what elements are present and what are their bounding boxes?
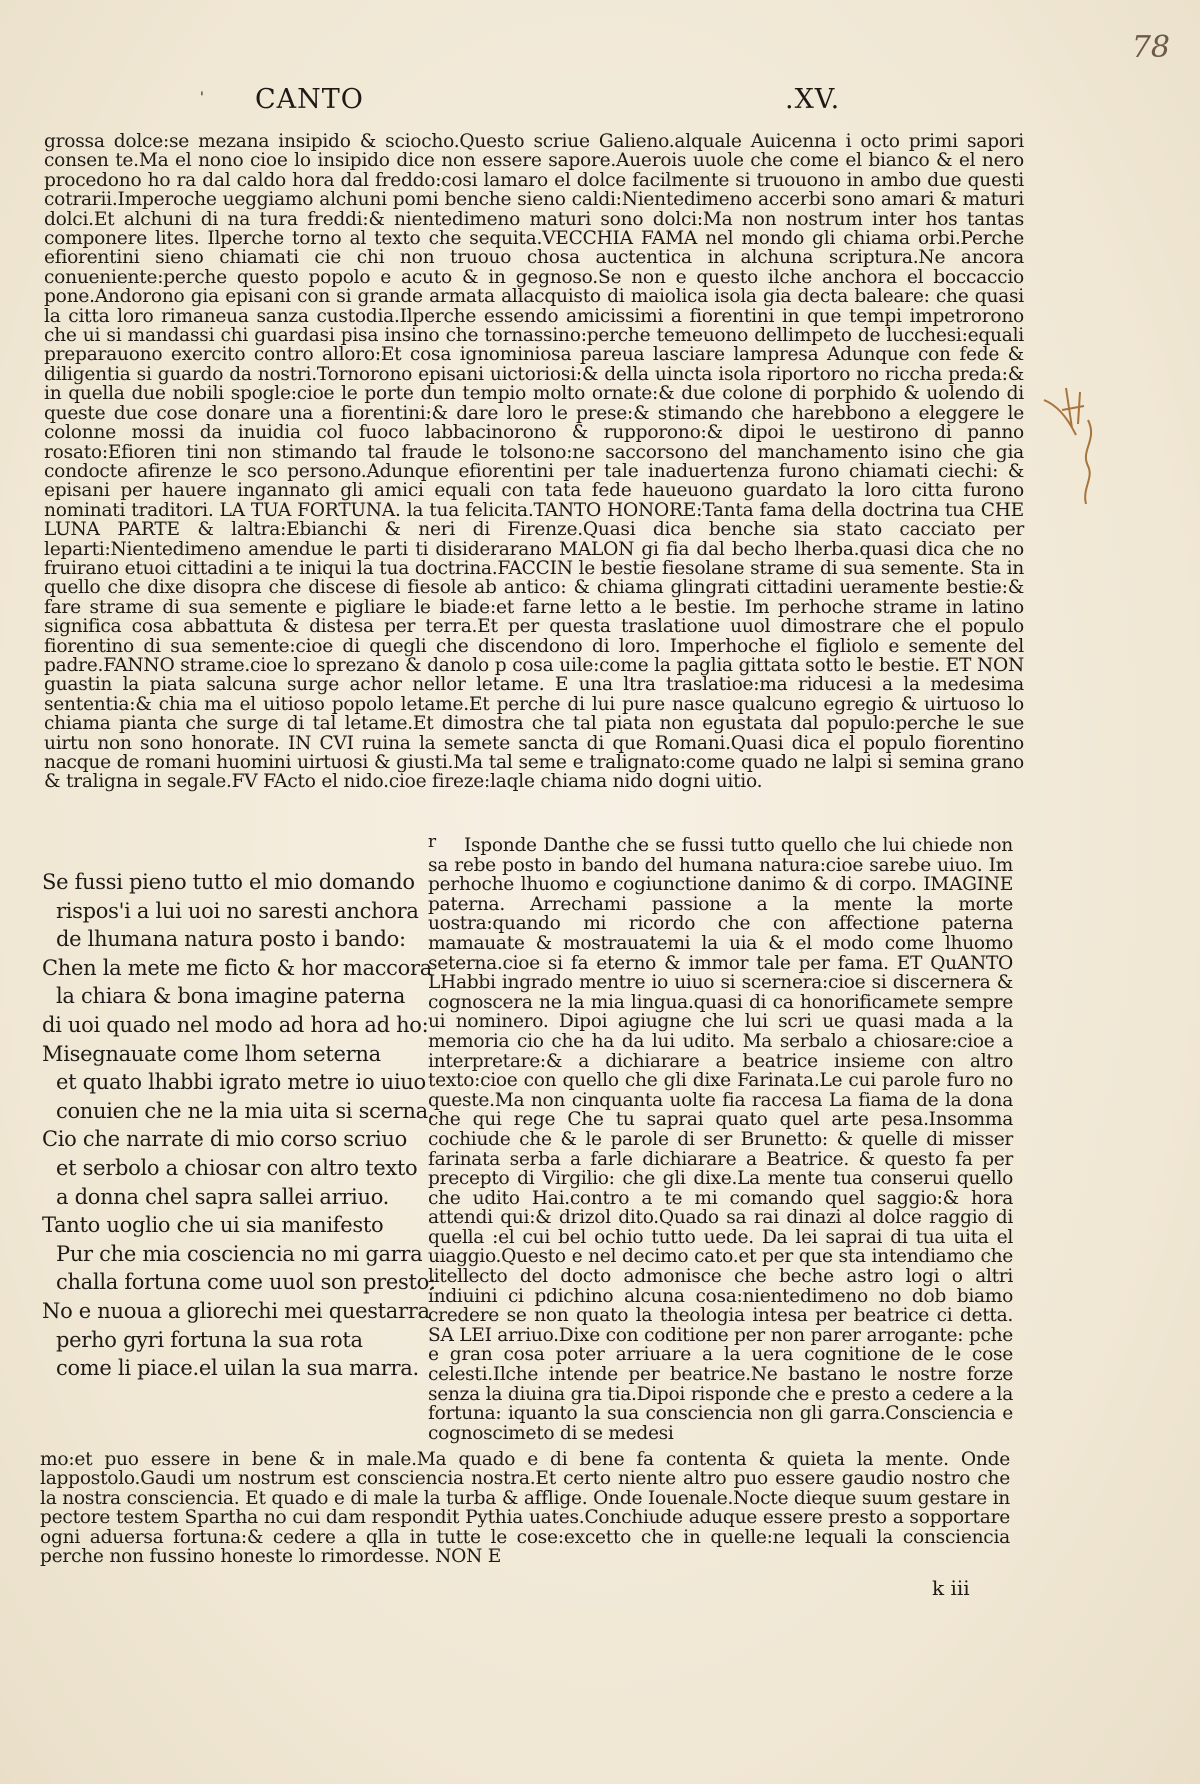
- verse-line: conuien che ne la mia uita si scerna.: [56, 1098, 435, 1123]
- verse-line: et quato lhabbi igrato metre io uiuo: [56, 1070, 426, 1095]
- verse-line: Cio che narrate di mio corso scriuo: [42, 1127, 407, 1152]
- signature-mark: k iii: [932, 1576, 970, 1600]
- verse-line: Pur che mia cosciencia no mi garra: [56, 1241, 423, 1266]
- commentary-right: [428, 836, 1013, 1443]
- verse-line: Misegnauate come lhom seterna: [42, 1041, 381, 1066]
- initial-letter: r: [428, 832, 437, 852]
- folio-number: 78: [1131, 30, 1170, 65]
- verse-line: et serbolo a chiosar con altro texto: [56, 1155, 418, 1180]
- verse-line: challa fortuna come uuol son presto:: [56, 1270, 436, 1295]
- commentary-top: [44, 132, 1024, 792]
- verse-line: Se fussi pieno tutto el mio domando: [42, 870, 415, 894]
- verse-line: No e nuoua a gliorechi mei questarra: [42, 1298, 430, 1323]
- verse-line: di uoi quado nel modo ad hora ad ho:: [42, 1012, 429, 1037]
- running-head-mark: ': [200, 90, 204, 106]
- verse-line: Tanto uoglio che ui sia manifesto: [42, 1213, 384, 1238]
- canto-number: .XV.: [785, 84, 841, 115]
- running-head-title: CANTO: [255, 84, 364, 115]
- verse-block: [42, 868, 436, 1383]
- verse-line: la chiara & bona imagine paterna: [56, 984, 406, 1009]
- verse-line: Chen la mete me ficto & hor maccora: [42, 955, 432, 980]
- marginal-annotation-icon: [1036, 380, 1116, 530]
- verse-line: de lhumana natura posto i bando:: [56, 927, 406, 952]
- commentary-top-text: grossa dolce:se mezana insipido & sciocho.Questo scriue Galieno.alquale Auicenna i octo primi sapori consen te.Ma el nono cioe lo insipido dice non essere sapore.Auerois uuole che come el bianco & el nero procedono ho ra dal caldo hora dal freddo:cosi lamaro el dolce facilmente si truouono in ambo due questi cotrarii.Imperoche ueggiamo alchuni pomi benche sieno caldi:Nientedimeno accerbi sono amari & maturi dolci.Et alchuni di na tura freddi:& nientedimeno maturi sono dolci:Ma non nostrum inter hos tantas componere lites. Ilperche torno al texto che sequita.VECCHIA FAMA nel mondo gli chiama orbi.Perche efiorentini sieno chiamati cie chi non truouo chosa auctentica in alchuna scriptura.Ne ancora conueniente:perche questo popolo e acuto & in gegnoso.Se non e questo ilche anchora el boccaccio pone.Andorono gia episani con si grande armata allacquisto di maiolica isola gia decta baleare: che quasi la citta loro rimaneua sanza custodia.Ilperche essendo amicissimi a fiorentini in que tempi impetrorono che ui si mandassi chi guardasi pisa insino che tornassino:perche temeuono dellimpeto de lucchesi:equali preparauono exercito contro alloro:Et cosa ignominiosa pareua lasciare lampresa Adunque con fede & diligentia si guardo da nostri.Tornorono episani uictoriosi:& della uincta isola riportoro no riccha preda:& in quella due nobili spogle:cioe le porte dun tempio molto ornate:& due colone di porphido & uolendo di queste due cose donare una a fiorentini:& dare loro le prese:& stimando che harebbono a eleggere le colonne mossi da inuidia col fuoco labbacinorono & rupporono:& dipoi le uestirono di panno rosato:Efioren tini non stimando tal fraude le tolsono:ne saccorsono del manchamento isino che gia condocte afirenze le sco persono.Adunque efiorentini per tale inaduertenza furono chiamati ciechi: & episani per hauere ingannato gli amici equali con tata fede haueuono guardato la loro citta furono nominati traditori. LA TUA FORTUNA. la tua felicita.TANTO HONORE:Tanta fama della doctrina tua CHE LUNA PARTE & laltra:Ebianchi & neri di Firenze.Quasi dica benche sia stato cacciato per leparti:Nientedimeno amendue le parti ti disiderarano MALON gi fia dal becho lherba.quasi dica che no fruirano etuoi cittadini a te iniqui la tua doctrina.FACCIN le bestie fiesolane strame di sua semente. Sta in quello che dixe disopra che discese di fiesole ab antico: & chiama glingrati cittadini ueramente bestie:& fare strame di sua semente e pigliare le biade:et farne letto a le bestie. Im perhoche strame in latino significa cosa abbattuta & distesa per terra.Et per questa traslatione uuol dimostrare che el populo fiorentino di sua semente:cioe di quegli che discendono di loro. Imperhoche el figliolo e semente del padre.FANNO strame.cioe lo sprezano & danolo p cosa uile:come la paglia gittata sotto le bestie. ET NON guastin la piata salcuna surge achor nellor letame. E una ltra traslatioe:ma riducesi a la medesima sententia:& chia ma el uitioso popolo letame.Et perche di lui pure nasce qualcuno egregio & uirtuoso lo chiama pianta che surge di tal letame.Et dimostra che tal piata non egustata dal populo:perche le sue uirtu non sono honorate. IN CVI ruina la semete sancta di que Romani.Quasi dica el populo fiorentino nacque de romani huomini uirtuosi & giusti.Ma tal seme e tralignato:come quado ne lalpi si semina grano & traligna in segale.FV FActo el nido.cioe fireze:laqle chiama nido dogni uitio.: [44, 131, 1024, 793]
- verse-line: come li piace.el uilan la sua marra.: [56, 1356, 419, 1381]
- verse-line: a donna chel sapra sallei arriuo.: [56, 1184, 390, 1209]
- running-head: [50, 84, 1060, 124]
- commentary-bottom-text: mo:et puo essere in bene & in male.Ma quado e di bene fa contenta & quieta la mente. Onde lappostolo.Gaudi um nostrum est consciencia nostra.Et certo niente altro puo essere gaudio nostro che la nostra consciencia. Et quado e di male la turba & afflige. Onde Iouenale.Nocte dieque suum gestare in pectore testem Spartha no cui dam respondit Pythia uates.Conchiude aduque essere presto a sopportare ogni aduersa fortuna:& cedere a qlla in tutte le cose:excetto che in quelle:ne lequali la consciencia perche non fussino honeste lo rimordesse. NON E: [40, 1449, 1010, 1568]
- verse-line: perho gyri fortuna la sua rota: [56, 1327, 363, 1352]
- commentary-right-text: Isponde Danthe che se fussi tutto quello che lui chiede non sa rebe posto in bando del humana natura:cioe sarebe uiuo. Im perhoche lhuomo e cogiunctione danimo & di corpo. IMAGINE paterna. Arrechami passione a la mente la morte uostra:quando mi ricordo che con affectione paterna mamauate & mostrauatemi la uia & el modo come lhuomo seterna.cioe si fa eterno & immor tale per fama. ET QuANTO LHabbi ingrado mentre io uiuo si scernera:cioe si discernera & cognoscera ne la mia lingua.quasi di ca honorificamete sempre ui nominero. Dipoi agiugne che lui scri ue quasi mada a la memoria cio che ha da lui udito. Ma serbalo a chiosare:cioe a interpretare:& a dichiarare a beatrice insieme con altro texto:cioe con quello che gli dixe Farinata.Le cui parole furo no queste.Ma non cinquanta uolte fia raccesa La fiama de la dona che qui rege Che tu saprai quato quel arte pesa.Insomma cochiude che & le parole di ser Brunetto: & quelle di misser farinata serba a farle dichiarare a Beatrice. & questo fa per precepto di Virgilio: che gli dixe.La mente tua conserui quello che udito Hai.contro a te mi comando quel saggio:& hora attendi qui:& drizol dito.Quado sa rai dinazi al dolce raggio di quella :el cui bel ochio tutto uede. Da lei saprai di tua uita el uiaggio.Questo e nel decimo cato.et per que sta intendiamo che litellecto del docto admonisce che beche astro logi o altri indiuini ci pdichino alcuna cosa:nientedimeno no dob biamo credere se non quato la theologia intesa per beatrice ci detta. SA LEI arriuo.Dixe con coditione per non parer arrogante: pche e gran cosa poter arriuare a la uera cognitione de le cose celesti.Ilche intende per beatrice.Ne bastano le nostre forze senza la diuina gra tia.Dipoi risponde che e presto a cedere a la fortuna: iquanto la sua consciencia non gli garra.Consciencia e cognoscimeto di se medesi: [428, 835, 1013, 1444]
- verse-line: rispos'i a lui uoi no saresti anchora: [56, 898, 419, 923]
- commentary-bottom: [40, 1450, 1010, 1566]
